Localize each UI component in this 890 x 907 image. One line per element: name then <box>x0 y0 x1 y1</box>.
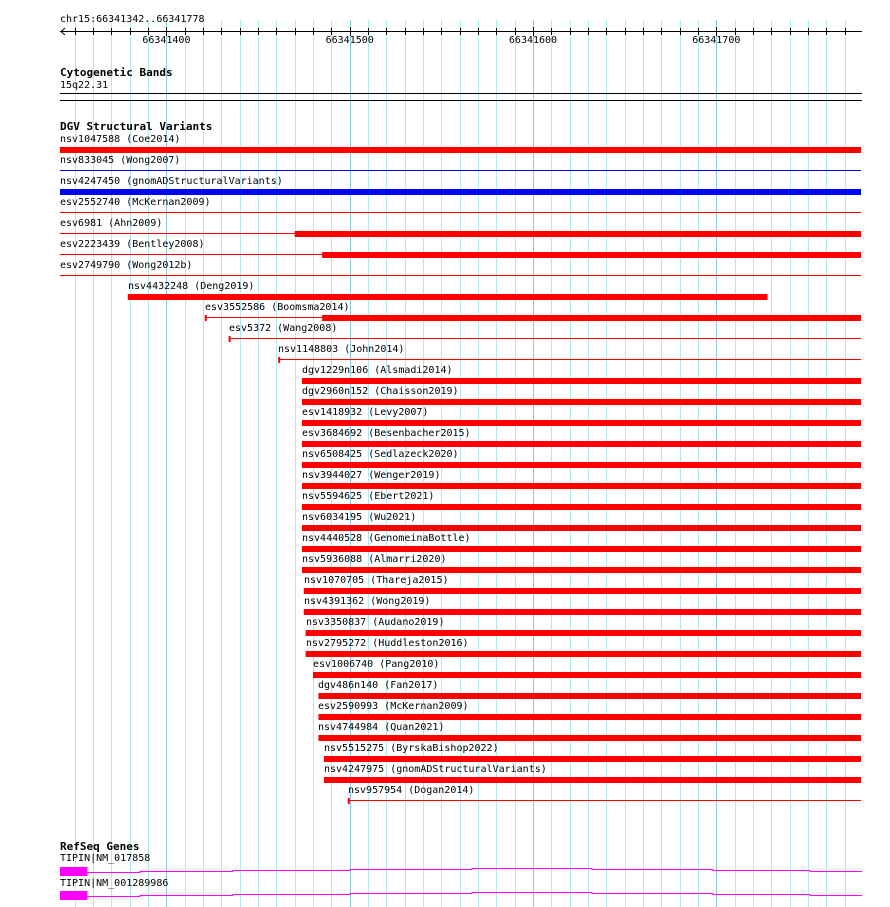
variant-bar <box>302 399 861 405</box>
variant-bar <box>322 315 861 321</box>
variant-label[interactable]: esv2223439 (Bentley2008) <box>60 239 205 250</box>
variant-bar <box>302 567 861 573</box>
variant-bar <box>313 672 861 678</box>
variant-start-marker <box>205 315 207 321</box>
variant-start-marker <box>348 798 350 804</box>
variant-label[interactable]: nsv5936088 (Almarri2020) <box>302 554 447 565</box>
variant-label[interactable]: esv6981 (Ahn2009) <box>60 218 163 229</box>
variant-label[interactable]: nsv957954 (Dogan2014) <box>348 785 475 796</box>
variant-bar <box>318 693 861 699</box>
variant-bar <box>302 525 861 531</box>
variant-label[interactable]: esv1418932 (Levy2007) <box>302 407 429 418</box>
variant-label[interactable]: nsv4744984 (Quan2021) <box>318 722 445 733</box>
variant-bar <box>60 189 861 195</box>
variant-label[interactable]: nsv5594625 (Ebert2021) <box>302 491 435 502</box>
variant-bar <box>324 756 861 762</box>
variant-label[interactable]: esv3684692 (Besenbacher2015) <box>302 428 471 439</box>
variant-label[interactable]: dgv2960n152 (Chaisson2019) <box>302 386 459 397</box>
cytoband-label: 15q22.31 <box>60 80 109 91</box>
variant-bar <box>295 231 861 237</box>
variant-bar <box>302 420 861 426</box>
variant-start-marker <box>229 336 231 342</box>
transcript-label[interactable]: TIPIN|NM_001289986 <box>60 878 169 889</box>
variant-bar <box>302 441 861 447</box>
variant-bar <box>306 630 861 636</box>
exon-block <box>60 867 87 876</box>
variant-label[interactable]: esv3552586 (Boomsma2014) <box>205 302 350 313</box>
variant-bar <box>318 714 861 720</box>
variant-label[interactable]: nsv4247450 (gnomADStructuralVariants) <box>60 176 283 187</box>
variant-label[interactable]: dgv486n140 (Fan2017) <box>318 680 439 691</box>
variant-label[interactable]: nsv4432248 (Deng2019) <box>128 281 255 292</box>
variant-label[interactable]: esv2749790 (Wong2012b) <box>60 260 193 271</box>
variant-label[interactable]: nsv1047588 (Coe2014) <box>60 134 181 145</box>
variant-bar <box>302 504 861 510</box>
exon-block <box>60 891 87 900</box>
variant-label[interactable]: nsv1148803 (John2014) <box>278 344 405 355</box>
variant-label[interactable]: nsv4440528 (GenomeinaBottle) <box>302 533 471 544</box>
variant-bar <box>302 462 861 468</box>
variant-label[interactable]: esv1006740 (Pang2010) <box>313 659 440 670</box>
variant-label[interactable]: nsv4391362 (Wong2019) <box>304 596 431 607</box>
variant-label[interactable]: nsv6508425 (Sedlazeck2020) <box>302 449 459 460</box>
variant-bar <box>304 588 861 594</box>
variant-bar <box>306 651 861 657</box>
variant-bar <box>304 609 861 615</box>
variant-bar <box>302 546 861 552</box>
variant-bar <box>302 378 861 384</box>
variant-bar <box>128 294 768 300</box>
refseq-track-title[interactable]: RefSeq Genes <box>60 840 140 853</box>
variant-label[interactable]: nsv3350837 (Audano2019) <box>306 617 445 628</box>
variant-label[interactable]: dgv1229n106 (Alsmadi2014) <box>302 365 453 376</box>
variant-bar <box>60 147 861 153</box>
ruler-tick-label: 66341600 <box>508 35 558 46</box>
ruler-tick-label: 66341400 <box>142 35 191 46</box>
variant-label[interactable]: nsv2795272 (Huddleston2016) <box>306 638 469 649</box>
variant-label[interactable]: esv2552740 (McKernan2009) <box>60 197 211 208</box>
variant-label[interactable]: nsv3944027 (Wenger2019) <box>302 470 441 481</box>
cytoband-track-title[interactable]: Cytogenetic Bands <box>60 66 173 79</box>
location-label: chr15:66341342..66341778 <box>60 14 205 25</box>
variant-bar <box>302 483 861 489</box>
variant-label[interactable]: esv2590993 (McKernan2009) <box>318 701 469 712</box>
variant-bar <box>322 252 861 258</box>
variant-bar <box>324 777 861 783</box>
ruler-tick-label: 66341500 <box>325 35 374 46</box>
variant-bar <box>318 735 861 741</box>
variant-start-marker <box>278 357 280 363</box>
transcript-label[interactable]: TIPIN|NM_017858 <box>60 853 151 864</box>
variant-label[interactable]: nsv6034195 (Wu2021) <box>302 512 417 523</box>
dgv-track-title[interactable]: DGV Structural Variants <box>60 120 213 133</box>
variant-label[interactable]: nsv5515275 (ByrskaBishop2022) <box>324 743 499 754</box>
variant-label[interactable]: nsv1070705 (Thareja2015) <box>304 575 449 586</box>
ruler-tick-label: 66341700 <box>692 35 741 46</box>
variant-label[interactable]: nsv833045 (Wong2007) <box>60 155 181 166</box>
variant-label[interactable]: nsv4247975 (gnomADStructuralVariants) <box>324 764 547 775</box>
variant-label[interactable]: esv5372 (Wang2008) <box>229 323 338 334</box>
